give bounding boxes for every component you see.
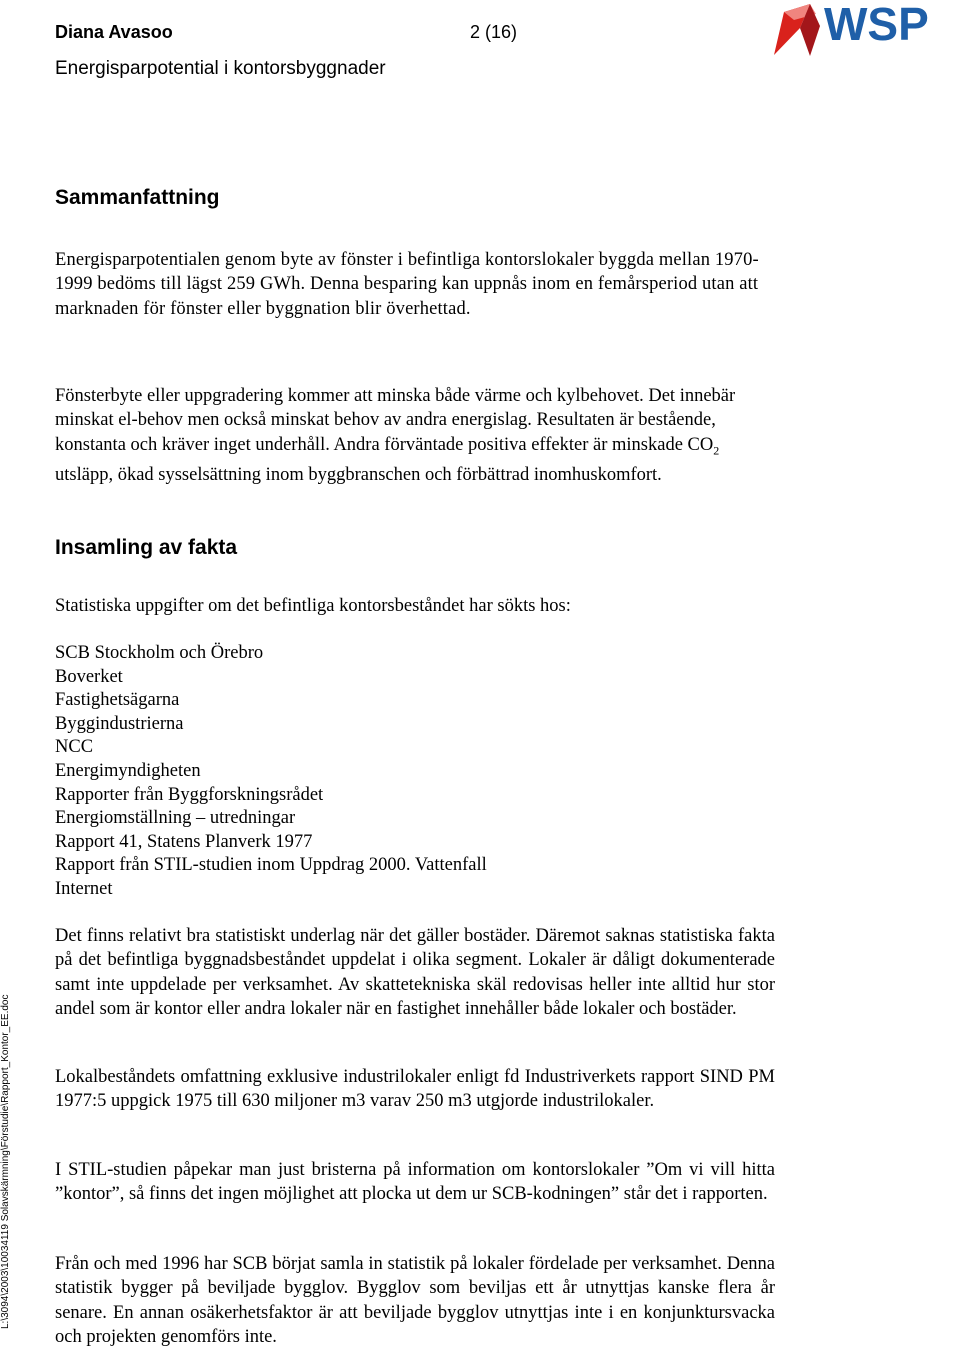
header-document-title: Energisparpotential i kontorsbyggnader: [55, 58, 386, 79]
source-item: SCB Stockholm och Örebro: [55, 643, 264, 663]
facts-intro: Statistiska uppgifter om det befintliga kontorsbeståndet har sökts hos:: [55, 596, 571, 616]
source-item: Energimyndigheten: [55, 760, 201, 781]
source-item: Byggindustrierna: [55, 713, 184, 734]
sources-list: [55, 642, 487, 902]
facts-paragraph-1: Det finns relativt bra statistiskt underlag när det gäller bostäder. Däremot saknas statistiska fakta på det befintliga byggnadsbeståndet uppdelat i olika segment. Lokaler är dåligt dokumenterade samt inte uppdelade per verksamhet. Av skattetekniska skäl redovisas heller inte alltid hur stor andel som är kontor eller andra lokaler när en fastighet innehåller både lokaler och bostäder.: [55, 926, 775, 1019]
logo-text: WSP: [824, 0, 929, 50]
header-author: Diana Avasoo: [55, 22, 173, 42]
source-item: Internet: [55, 878, 113, 899]
summary-paragraph-1: Energisparpotentialen genom byte av fönster i befintliga kontorslokaler byggda mellan 1970-1999 bedöms till lägst 259 GWh. Denna besparing kan uppnås inom en femårsperiod utan att marknaden för fönster eller byggnation blir överhettad.: [55, 250, 759, 319]
file-path-margin: L:\3094\2003\10034119 Solavskärmning\Förstudie\Rapport_Kontor_EE.doc: [0, 994, 11, 1329]
summary-paragraph-2-text-a: Fönsterbyte eller uppgradering kommer att minska både värme och kylbehovet. Det innebär minskat el-behov men också minskat behov av andra energislag. Resultaten är bestående, konstanta och kräver inget underhåll. Andra förväntade positiva effekter är minskade CO: [55, 386, 736, 455]
facts-paragraph-4: Från och med 1996 har SCB börjat samla in statistik på lokaler fördelade per verksamhet. Denna statistik bygger på beviljade bygglov. Bygglov som beviljas ett år utnyttjas kanske flera år senare. En annan osäkerhetsfaktor är att beviljade bygglov utnyttjas inte i en konjunktursvacka och projekten genomförs inte.: [55, 1254, 775, 1347]
source-item: Rapport 41, Statens Planverk 1977: [55, 831, 313, 852]
facts-paragraph-3: I STIL-studien påpekar man just bristerna på information om kontorslokaler ”Om vi vill hitta ”kontor”, så finns det ingen möjlighet att plocka ut dem ur SCB-kodningen” står det i rapporten.: [55, 1160, 775, 1205]
source-item: NCC: [55, 737, 94, 758]
source-item: Boverket: [55, 666, 123, 687]
facts-paragraph-2: Lokalbeståndets omfattning exklusive industrilokaler enligt fd Industriverkets rapport SIND PM 1977:5 uppgick 1975 till 630 miljoner m3 varav 250 m3 utgjorde industrilokaler.: [55, 1067, 775, 1112]
summary-heading: Sammanfattning: [55, 186, 220, 209]
wsp-logo: [770, 0, 960, 60]
facts-heading: Insamling av fakta: [55, 536, 238, 559]
wsp-logo-icon: [770, 0, 960, 60]
source-item: Rapporter från Byggforskningsrådet: [55, 784, 324, 805]
source-item: Fastighetsägarna: [55, 690, 180, 711]
source-item: Rapport från STIL-studien inom Uppdrag 2000. Vattenfall: [55, 855, 487, 876]
summary-paragraph-2-text-b: utsläpp, ökad sysselsättning inom byggbranschen och förbättrad inomhuskomfort.: [55, 464, 662, 485]
summary-paragraph-2: [55, 384, 775, 487]
co2-subscript: 2: [713, 443, 720, 458]
source-item: Energiomställning – utredningar: [55, 808, 296, 829]
header-page-number: 2 (16): [470, 22, 518, 42]
